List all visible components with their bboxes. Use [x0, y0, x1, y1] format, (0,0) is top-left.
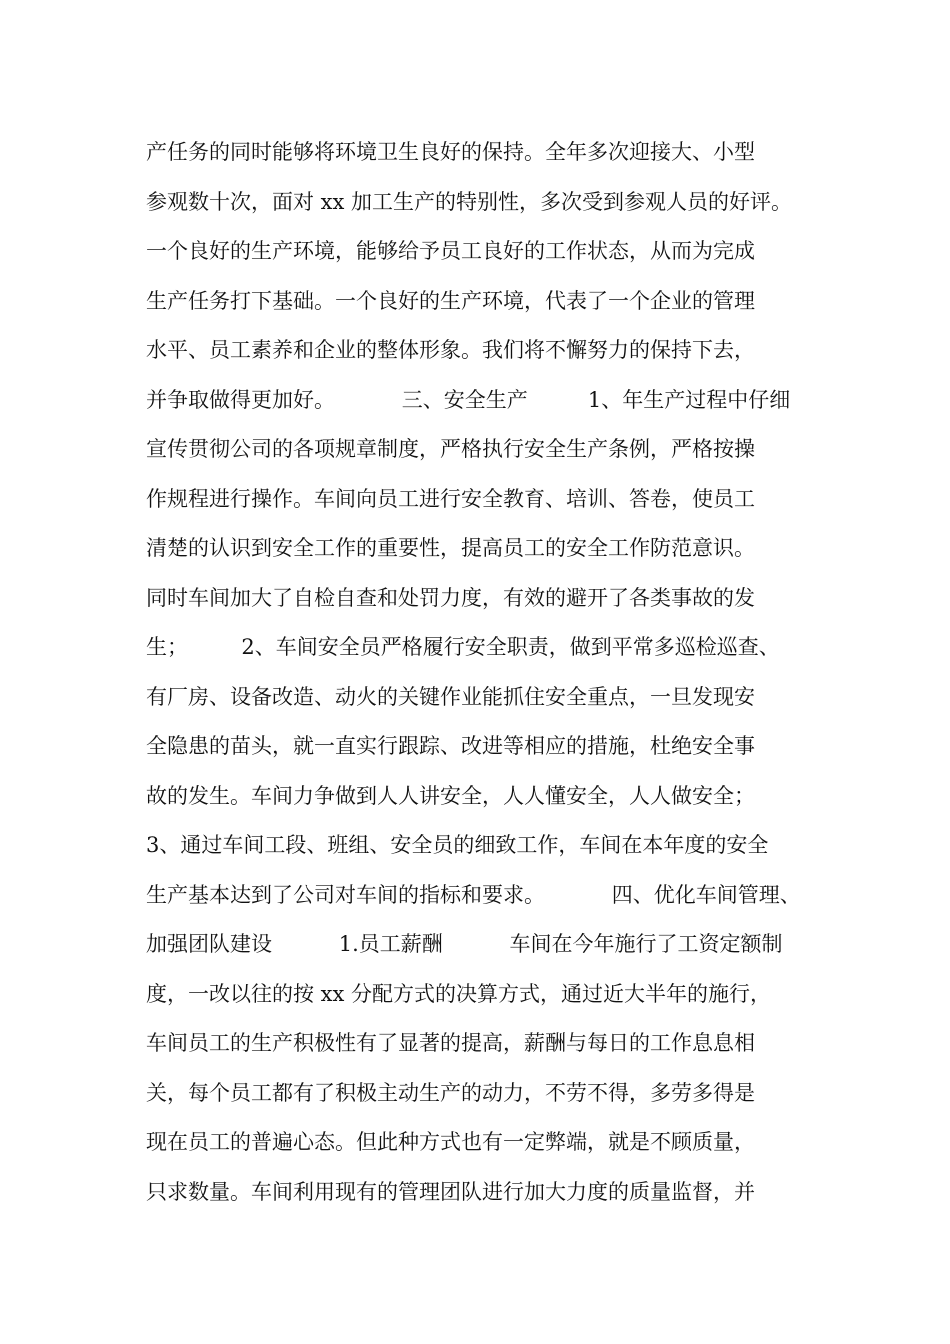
- text-line: 清楚的认识到安全工作的重要性，提高员工的安全工作防范意识。: [146, 536, 755, 560]
- text-line: 作规程进行操作。车间向员工进行安全教育、培训、答卷，使员工: [146, 486, 755, 511]
- text-line: 车间员工的生产积极性有了显著的提高，薪酬与每日的工作息息相: [146, 1031, 755, 1055]
- text-line: 故的发生。车间力争做到人人讲安全，人人懂安全，人人做安全；: [146, 783, 755, 808]
- text-line: 度，一改以往的按 xx 分配方式的决算方式，通过近大半年的施行，: [146, 981, 772, 1006]
- text-line: 3、通过车间工段、班组、安全员的细致工作，车间在本年度的安全: [146, 833, 769, 857]
- text-line: 宣传贯彻公司的各项规章制度，严格执行安全生产条例，严格按操: [146, 437, 755, 461]
- text-line: 全隐患的苗头，就一直实行跟踪、改进等相应的措施，杜绝安全事: [146, 734, 755, 758]
- text-line: 现在员工的普遍心态。但此种方式也有一定弊端，就是不顾质量，: [146, 1130, 755, 1154]
- text-line: 生产基本达到了公司对车间的指标和要求。 四、优化车间管理、: [146, 882, 801, 907]
- text-line: 有厂房、设备改造、动火的关键作业能抓住安全重点，一旦发现安: [146, 684, 755, 709]
- text-line: 一个良好的生产环境，能够给予员工良好的工作状态，从而为完成: [146, 239, 755, 263]
- text-line: 生； 2、车间安全员严格履行安全职责，做到平常多巡检巡查、: [146, 635, 780, 659]
- text-line: 加强团队建设 1.员工薪酬 车间在今年施行了工资定额制: [146, 932, 783, 956]
- text-line: 只求数量。车间利用现有的管理团队进行加大力度的质量监督，并: [146, 1179, 755, 1204]
- text-line: 产任务的同时能够将环境卫生良好的保持。全年多次迎接大、小型: [146, 140, 755, 164]
- body-text: [146, 132, 846, 1221]
- text-line: 同时车间加大了自检自查和处罚力度，有效的避开了各类事故的发: [146, 585, 755, 610]
- text-line: 关，每个员工都有了积极主动生产的动力，不劳不得，多劳多得是: [146, 1080, 755, 1105]
- text-line: 并争取做得更加好。 三、安全生产 1、年生产过程中仔细: [146, 387, 791, 412]
- text-line: 水平、员工素养和企业的整体形象。我们将不懈努力的保持下去，: [146, 338, 755, 362]
- text-line: 生产任务打下基础。一个良好的生产环境，代表了一个企业的管理: [146, 288, 755, 313]
- text-line: 参观数十次，面对 xx 加工生产的特别性，多次受到参观人员的好评。: [146, 189, 793, 214]
